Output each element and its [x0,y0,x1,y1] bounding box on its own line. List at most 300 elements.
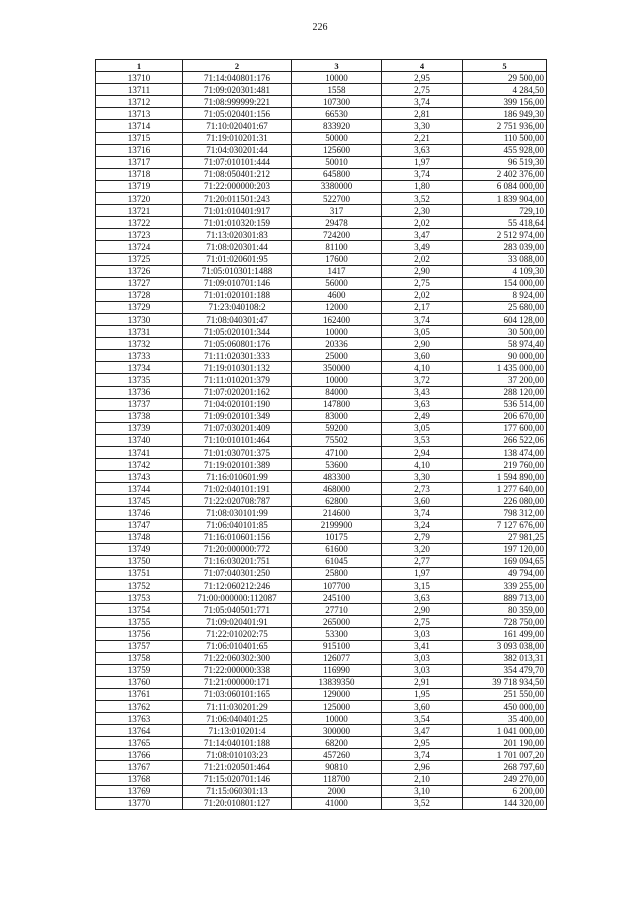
table-cell-col-5: 29 500,00 [463,72,547,84]
table-cell-col-4: 4,10 [382,362,463,374]
table-cell-col-4: 2,79 [382,531,463,543]
table-cell-col-5: 39 718 934,50 [463,676,547,688]
table-row [96,495,547,507]
table-cell-col-3: 12000 [292,301,382,313]
table-cell-col-4: 2,77 [382,555,463,567]
table-cell-col-3: 20336 [292,338,382,350]
table-cell-col-3: 68200 [292,737,382,749]
table-cell-col-5: 201 190,00 [463,737,547,749]
table-cell-col-1: 13730 [96,313,183,325]
table-cell-col-5: 80 359,00 [463,604,547,616]
table-cell-col-2: 71:01:010401:917 [183,205,292,217]
table-cell-col-1: 13745 [96,495,183,507]
table-row [96,410,547,422]
table-cell-col-4: 3,74 [382,313,463,325]
table-cell-col-1: 13714 [96,120,183,132]
table-cell-col-4: 3,53 [382,434,463,446]
table-row [96,700,547,712]
table-cell-col-4: 2,95 [382,72,463,84]
table-cell-col-4: 3,03 [382,664,463,676]
table-row [96,652,547,664]
table-cell-col-4: 2,81 [382,108,463,120]
table-cell-col-2: 71:21:020501:464 [183,761,292,773]
table-cell-col-1: 13761 [96,688,183,700]
table-cell-col-3: 147800 [292,398,382,410]
table-cell-col-1: 13726 [96,265,183,277]
table-row [96,362,547,374]
table-cell-col-2: 71:04:030201:44 [183,144,292,156]
table-cell-col-3: 10175 [292,531,382,543]
table-row [96,120,547,132]
table-cell-col-2: 71:01:010320:159 [183,217,292,229]
table-cell-col-1: 13712 [96,96,183,108]
table-cell-col-2: 71:09:020401:91 [183,616,292,628]
table-row [96,749,547,761]
table-cell-col-3: 2199900 [292,519,382,531]
table-cell-col-4: 3,60 [382,700,463,712]
table-cell-col-3: 116990 [292,664,382,676]
table-cell-col-4: 3,43 [382,386,463,398]
table-cell-col-2: 71:00:000000:112087 [183,592,292,604]
table-cell-col-5: 110 500,00 [463,132,547,144]
table-cell-col-1: 13737 [96,398,183,410]
table-cell-col-4: 2,30 [382,205,463,217]
table-cell-col-2: 71:12:060212:246 [183,580,292,592]
table-cell-col-4: 3,74 [382,96,463,108]
table-cell-col-1: 13751 [96,567,183,579]
table-row [96,338,547,350]
table-cell-col-4: 2,75 [382,277,463,289]
table-cell-col-5: 455 928,00 [463,144,547,156]
table-cell-col-3: 10000 [292,326,382,338]
column-header-4: 4 [382,60,463,72]
table-cell-col-4: 3,03 [382,652,463,664]
table-cell-col-2: 71:13:010201:4 [183,725,292,737]
table-row [96,785,547,797]
table-cell-col-2: 71:01:020601:95 [183,253,292,265]
table-row [96,604,547,616]
table-cell-col-5: 186 949,30 [463,108,547,120]
table-cell-col-4: 3,10 [382,785,463,797]
table-cell-col-4: 2,75 [382,84,463,96]
table-cell-col-5: 288 120,00 [463,386,547,398]
table-cell-col-4: 3,41 [382,640,463,652]
table-cell-col-5: 798 312,00 [463,507,547,519]
table-cell-col-2: 71:14:040801:176 [183,72,292,84]
table-cell-col-2: 71:10:020401:67 [183,120,292,132]
table-cell-col-4: 3,30 [382,120,463,132]
table-cell-col-2: 71:01:030701:375 [183,447,292,459]
table-cell-col-2: 71:09:020101:349 [183,410,292,422]
table-cell-col-4: 3,47 [382,229,463,241]
table-cell-col-1: 13770 [96,797,183,809]
table-cell-col-2: 71:07:020201:162 [183,386,292,398]
table-cell-col-4: 3,72 [382,374,463,386]
table-cell-col-3: 75502 [292,434,382,446]
table-cell-col-4: 3,74 [382,749,463,761]
table-cell-col-5: 169 094,65 [463,555,547,567]
table-cell-col-5: 1 435 000,00 [463,362,547,374]
table-cell-col-1: 13718 [96,168,183,180]
table-cell-col-2: 71:22:000000:203 [183,180,292,192]
page-number: 226 [312,22,328,33]
table-cell-col-1: 13716 [96,144,183,156]
table-cell-col-2: 71:19:020101:389 [183,459,292,471]
table-cell-col-5: 144 320,00 [463,797,547,809]
table-cell-col-1: 13720 [96,193,183,205]
table-cell-col-1: 13733 [96,350,183,362]
table-cell-col-1: 13742 [96,459,183,471]
table-cell-col-3: 125600 [292,144,382,156]
table-cell-col-3: 162400 [292,313,382,325]
table-row [96,241,547,253]
table-cell-col-5: 35 400,00 [463,713,547,725]
table-cell-col-5: 4 284,50 [463,84,547,96]
column-header-1: 1 [96,60,183,72]
table-cell-col-1: 13754 [96,604,183,616]
table-cell-col-2: 71:07:010101:444 [183,156,292,168]
table-cell-col-5: 4 109,30 [463,265,547,277]
table-cell-col-2: 71:01:020101:188 [183,289,292,301]
table-cell-col-1: 13724 [96,241,183,253]
table-cell-col-2: 71:22:010202:75 [183,628,292,640]
table-cell-col-5: 2 512 974,00 [463,229,547,241]
table-cell-col-3: 2000 [292,785,382,797]
table-cell-col-5: 96 519,30 [463,156,547,168]
table-cell-col-3: 645800 [292,168,382,180]
table-cell-col-4: 2,90 [382,265,463,277]
table-cell-col-3: 10000 [292,713,382,725]
column-header-5: 5 [463,60,547,72]
table-cell-col-4: 3,63 [382,144,463,156]
table-cell-col-2: 71:06:010401:65 [183,640,292,652]
table-cell-col-3: 1417 [292,265,382,277]
table-cell-col-2: 71:22:000000:338 [183,664,292,676]
table-cell-col-5: 2 751 936,00 [463,120,547,132]
table-cell-col-3: 522700 [292,193,382,205]
table-cell-col-3: 25000 [292,350,382,362]
table-cell-col-1: 13725 [96,253,183,265]
table-cell-col-4: 3,54 [382,713,463,725]
table-row [96,313,547,325]
table-cell-col-1: 13757 [96,640,183,652]
table-cell-col-1: 13727 [96,277,183,289]
table-cell-col-5: 226 080,00 [463,495,547,507]
table-cell-col-4: 2,17 [382,301,463,313]
table-cell-col-4: 3,74 [382,507,463,519]
table-cell-col-5: 6 084 000,00 [463,180,547,192]
table-cell-col-1: 13750 [96,555,183,567]
table-cell-col-1: 13755 [96,616,183,628]
table-row [96,737,547,749]
table-row [96,168,547,180]
table-cell-col-2: 71:21:000000:171 [183,676,292,688]
table-cell-col-5: 177 600,00 [463,422,547,434]
table-row [96,567,547,579]
table-cell-col-1: 13756 [96,628,183,640]
table-row [96,676,547,688]
table-row [96,580,547,592]
table-row [96,628,547,640]
table-row [96,543,547,555]
table-cell-col-5: 37 200,00 [463,374,547,386]
table-cell-col-4: 2,95 [382,737,463,749]
table-cell-col-3: 50000 [292,132,382,144]
table-cell-col-3: 129000 [292,688,382,700]
table-cell-col-1: 13747 [96,519,183,531]
table-cell-col-2: 71:19:010301:132 [183,362,292,374]
table-cell-col-4: 1,95 [382,688,463,700]
table-cell-col-1: 13758 [96,652,183,664]
table-cell-col-3: 317 [292,205,382,217]
table-cell-col-1: 13734 [96,362,183,374]
table-cell-col-5: 55 418,64 [463,217,547,229]
table-cell-col-1: 13728 [96,289,183,301]
table-cell-col-3: 27710 [292,604,382,616]
table-cell-col-1: 13760 [96,676,183,688]
table-cell-col-2: 71:05:020101:344 [183,326,292,338]
table-cell-col-4: 3,60 [382,350,463,362]
table-row [96,688,547,700]
table-cell-col-1: 13762 [96,700,183,712]
table-cell-col-3: 915100 [292,640,382,652]
table-cell-col-5: 1 594 890,00 [463,471,547,483]
table-cell-col-5: 1 277 640,00 [463,483,547,495]
table-cell-col-1: 13749 [96,543,183,555]
column-header-3: 3 [292,60,382,72]
table-cell-col-4: 2,90 [382,338,463,350]
table-cell-col-5: 161 499,00 [463,628,547,640]
table-cell-col-3: 17600 [292,253,382,265]
table-row [96,434,547,446]
table-cell-col-2: 71:07:030201:409 [183,422,292,434]
table-cell-col-3: 483300 [292,471,382,483]
table-cell-col-5: 268 797,60 [463,761,547,773]
table-row [96,326,547,338]
table-cell-col-5: 251 550,00 [463,688,547,700]
table-cell-col-5: 729,10 [463,205,547,217]
table-cell-col-4: 1,97 [382,567,463,579]
table-cell-col-5: 197 120,00 [463,543,547,555]
data-table [95,59,547,810]
table-row [96,96,547,108]
table-cell-col-2: 71:06:040101:85 [183,519,292,531]
table-cell-col-3: 214600 [292,507,382,519]
table-row [96,531,547,543]
table-cell-col-3: 10000 [292,72,382,84]
table-cell-col-5: 90 000,00 [463,350,547,362]
table-cell-col-4: 2,49 [382,410,463,422]
table-cell-col-4: 3,47 [382,725,463,737]
table-cell-col-3: 84000 [292,386,382,398]
table-row [96,797,547,809]
table-cell-col-2: 71:09:010701:146 [183,277,292,289]
table-cell-col-1: 13723 [96,229,183,241]
table-cell-col-2: 71:19:010201:31 [183,132,292,144]
table-row [96,144,547,156]
table-cell-col-3: 118700 [292,773,382,785]
table-row [96,471,547,483]
table-cell-col-4: 2,02 [382,217,463,229]
table-cell-col-4: 3,05 [382,422,463,434]
table-cell-col-2: 71:20:000000:772 [183,543,292,555]
table-cell-col-3: 81100 [292,241,382,253]
table-cell-col-3: 10000 [292,374,382,386]
table-cell-col-2: 71:05:010301:1488 [183,265,292,277]
table-cell-col-2: 71:05:020401:156 [183,108,292,120]
table-row [96,773,547,785]
table-cell-col-3: 4600 [292,289,382,301]
table-cell-col-2: 71:02:040101:191 [183,483,292,495]
table-cell-col-5: 354 479,70 [463,664,547,676]
table-cell-col-1: 13715 [96,132,183,144]
table-row [96,507,547,519]
table-row [96,664,547,676]
table-cell-col-1: 13717 [96,156,183,168]
table-cell-col-3: 350000 [292,362,382,374]
table-cell-col-2: 71:16:010601:99 [183,471,292,483]
table-cell-col-1: 13710 [96,72,183,84]
table-cell-col-3: 41000 [292,797,382,809]
table-row [96,253,547,265]
table-cell-col-1: 13719 [96,180,183,192]
table-cell-col-3: 1558 [292,84,382,96]
table-cell-col-2: 71:05:040501:771 [183,604,292,616]
table-cell-col-3: 61600 [292,543,382,555]
table-cell-col-2: 71:03:060101:165 [183,688,292,700]
table-row [96,713,547,725]
table-cell-col-3: 90810 [292,761,382,773]
table-cell-col-4: 3,15 [382,580,463,592]
table-cell-col-2: 71:11:010201:379 [183,374,292,386]
table-cell-col-5: 249 270,00 [463,773,547,785]
table-row [96,289,547,301]
table-cell-col-4: 2,10 [382,773,463,785]
table-cell-col-2: 71:23:040108:2 [183,301,292,313]
table-header-row [96,60,547,72]
table-cell-col-1: 13738 [96,410,183,422]
table-row [96,592,547,604]
table-cell-col-5: 33 088,00 [463,253,547,265]
table-cell-col-1: 13740 [96,434,183,446]
table-cell-col-1: 13769 [96,785,183,797]
table-cell-col-1: 13759 [96,664,183,676]
table-cell-col-4: 2,02 [382,253,463,265]
table-cell-col-4: 2,90 [382,604,463,616]
table-cell-col-5: 728 750,00 [463,616,547,628]
table-cell-col-1: 13764 [96,725,183,737]
table-cell-col-1: 13746 [96,507,183,519]
table-cell-col-2: 71:08:010103:23 [183,749,292,761]
table-cell-col-4: 2,02 [382,289,463,301]
table-cell-col-2: 71:16:010601:156 [183,531,292,543]
table-cell-col-2: 71:20:011501:243 [183,193,292,205]
table-row [96,108,547,120]
table-cell-col-3: 66530 [292,108,382,120]
table-row [96,519,547,531]
table-cell-col-3: 53300 [292,628,382,640]
table-cell-col-2: 71:08:999999:221 [183,96,292,108]
table-cell-col-4: 1,97 [382,156,463,168]
table-cell-col-3: 833920 [292,120,382,132]
table-cell-col-1: 13748 [96,531,183,543]
table-cell-col-3: 107300 [292,96,382,108]
table-row [96,616,547,628]
table-cell-col-1: 13765 [96,737,183,749]
table-cell-col-5: 27 981,25 [463,531,547,543]
table-row [96,725,547,737]
table-cell-col-5: 206 670,00 [463,410,547,422]
table-cell-col-5: 339 255,00 [463,580,547,592]
table-row [96,483,547,495]
table-cell-col-4: 3,30 [382,471,463,483]
table-cell-col-4: 3,63 [382,398,463,410]
table-row [96,761,547,773]
table-cell-col-3: 300000 [292,725,382,737]
table-row [96,217,547,229]
table-cell-col-4: 1,80 [382,180,463,192]
table-cell-col-3: 468000 [292,483,382,495]
table-cell-col-1: 13721 [96,205,183,217]
table-cell-col-1: 13713 [96,108,183,120]
table-cell-col-5: 266 522,06 [463,434,547,446]
table-cell-col-4: 3,03 [382,628,463,640]
table-cell-col-2: 71:07:040301:250 [183,567,292,579]
table-cell-col-3: 25800 [292,567,382,579]
table-cell-col-2: 71:08:050401:212 [183,168,292,180]
table-cell-col-4: 3,52 [382,193,463,205]
table-body [96,72,547,810]
table-cell-col-4: 3,63 [382,592,463,604]
table-cell-col-1: 13729 [96,301,183,313]
table-cell-col-2: 71:09:020301:481 [183,84,292,96]
table-cell-col-2: 71:08:030101:99 [183,507,292,519]
table-cell-col-5: 1 701 007,20 [463,749,547,761]
table-cell-col-5: 399 156,00 [463,96,547,108]
table-cell-col-4: 2,96 [382,761,463,773]
table-cell-col-5: 25 680,00 [463,301,547,313]
table-cell-col-5: 1 839 904,00 [463,193,547,205]
table-row [96,72,547,84]
table-cell-col-1: 13743 [96,471,183,483]
table-cell-col-3: 83000 [292,410,382,422]
table-cell-col-1: 13739 [96,422,183,434]
table-cell-col-1: 13767 [96,761,183,773]
table-row [96,301,547,313]
table-cell-col-5: 283 039,00 [463,241,547,253]
table-row [96,640,547,652]
table-cell-col-3: 724200 [292,229,382,241]
table-cell-col-2: 71:14:040101:188 [183,737,292,749]
table-cell-col-2: 71:13:020301:83 [183,229,292,241]
table-cell-col-5: 1 041 000,00 [463,725,547,737]
column-header-2: 2 [183,60,292,72]
table-row [96,374,547,386]
table-cell-col-5: 49 794,00 [463,567,547,579]
table-cell-col-5: 2 402 376,00 [463,168,547,180]
table-cell-col-2: 71:15:060301:13 [183,785,292,797]
table-row [96,193,547,205]
table-cell-col-2: 71:11:020301:333 [183,350,292,362]
table-cell-col-2: 71:22:060302:300 [183,652,292,664]
table-cell-col-3: 47100 [292,447,382,459]
table-cell-col-3: 125000 [292,700,382,712]
table-cell-col-1: 13766 [96,749,183,761]
table-row [96,398,547,410]
table-cell-col-5: 450 000,00 [463,700,547,712]
table-cell-col-4: 3,74 [382,168,463,180]
table-cell-col-4: 3,52 [382,797,463,809]
